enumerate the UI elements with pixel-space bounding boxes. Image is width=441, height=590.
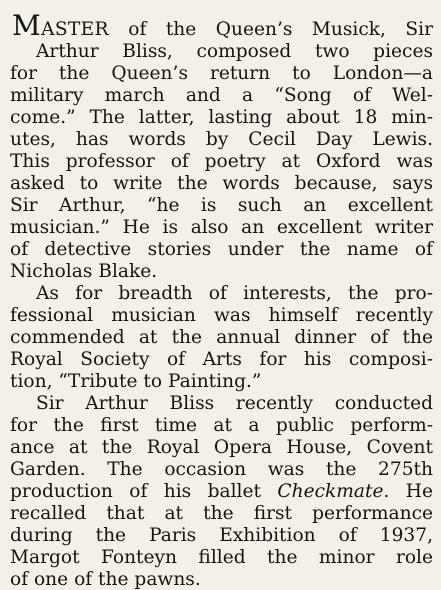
article-line-3: for the Queen’s return to London—a bbox=[10, 63, 433, 84]
article-line-1-text: of the Queen’s Musick, Sir bbox=[108, 19, 433, 40]
article-line-4: military march and a “Song of Wel- bbox=[10, 85, 433, 106]
lead-word: ASTER bbox=[41, 19, 109, 40]
drop-cap: M bbox=[12, 9, 42, 42]
article-line-22-text: production of his ballet bbox=[10, 481, 278, 502]
article-line-22-end: . He bbox=[383, 481, 433, 502]
article-line-12: Nicholas Blake. bbox=[10, 261, 158, 282]
article-line-25: Margot Fonteyn filled the minor role bbox=[10, 547, 433, 568]
article-line-17: tion, “Tribute to Painting.” bbox=[10, 371, 262, 392]
article-line-13: As for breadth of interests, the pro- bbox=[36, 283, 433, 304]
article-line-10: musician.” He is also an excellent writer bbox=[10, 217, 433, 238]
article-line-19: for the first time at a public perform- bbox=[10, 415, 433, 436]
article-line-9: Sir Arthur, “he is such an excellent bbox=[10, 195, 433, 216]
article-line-16: Royal Society of Arts for his composi- bbox=[10, 349, 433, 370]
article-line-15: commended at the annual dinner of the bbox=[10, 327, 433, 348]
article-line-1 bbox=[12, 9, 433, 42]
article-line-14: fessional musician was himself recently bbox=[10, 305, 433, 326]
article-line-11: of detective stories under the name of bbox=[10, 239, 433, 260]
article-line-23: recalled that at the first performance bbox=[10, 503, 433, 524]
article-line-5: come.” The latter, lasting about 18 min- bbox=[10, 107, 433, 128]
article-line-22 bbox=[10, 480, 433, 503]
article-line-24: during the Paris Exhibition of 1937, bbox=[10, 525, 433, 546]
article-line-20: ance at the Royal Opera House, Covent bbox=[10, 437, 433, 458]
article-line-6: utes, has words by Cecil Day Lewis. bbox=[10, 129, 433, 150]
article-line-8: asked to write the words because, says bbox=[10, 173, 433, 194]
article-line-2: Arthur Bliss, composed two pieces bbox=[36, 41, 433, 62]
article-line-21: Garden. The occasion was the 275th bbox=[10, 459, 433, 480]
article-line-7: This professor of poetry at Oxford was bbox=[10, 151, 433, 172]
article-line-18: Sir Arthur Bliss recently conducted bbox=[36, 393, 433, 414]
ballet-title: Checkmate bbox=[277, 481, 384, 502]
article-line-26: of one of the pawns. bbox=[10, 569, 201, 590]
